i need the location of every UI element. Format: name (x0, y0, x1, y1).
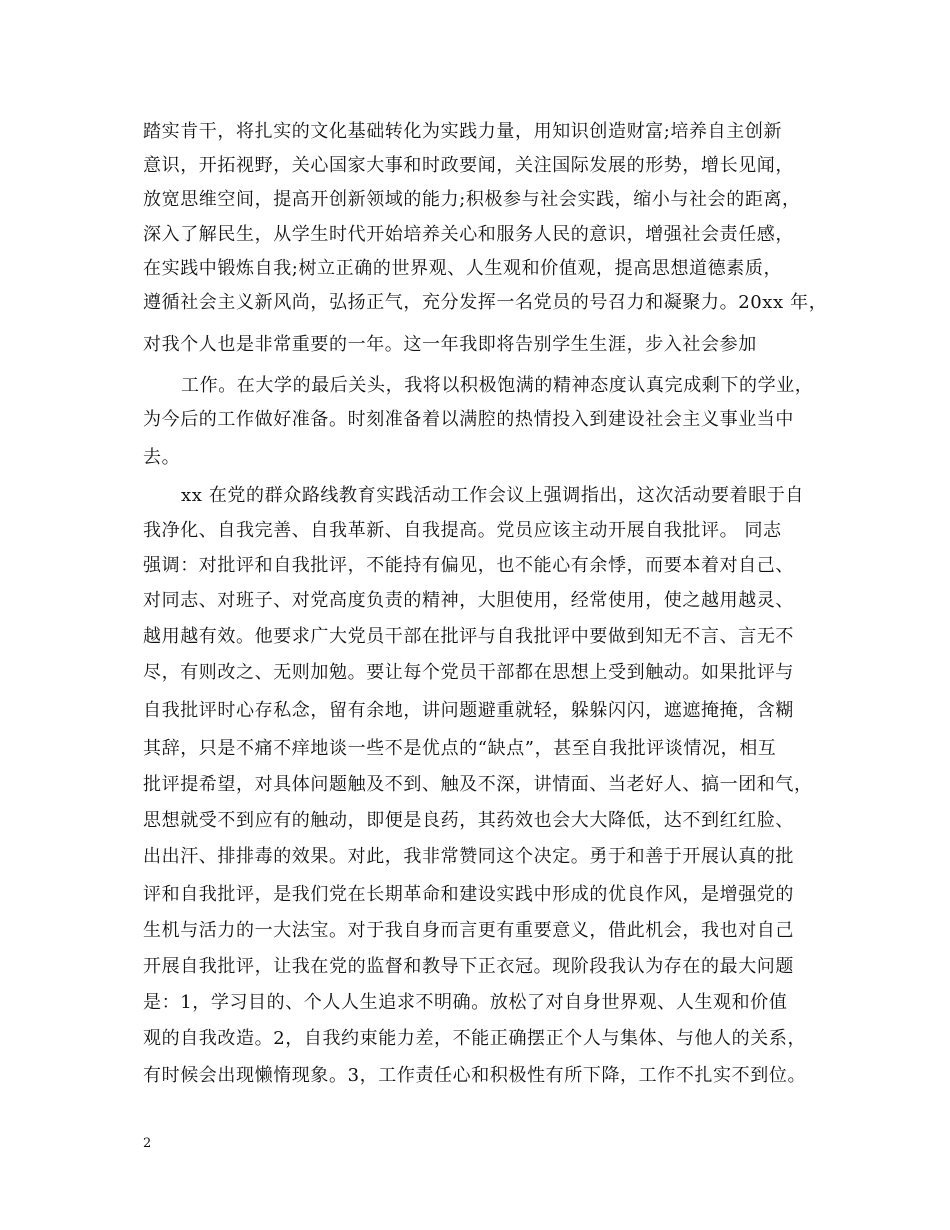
text-line: 开展自我批评，让我在党的监督和教导下正衣冠。现阶段我认为存在的最大问题 (143, 956, 794, 977)
text-line: 是：1，学习目的、个人人生追求不明确。放松了对自身世界观、人生观和价值 (143, 992, 788, 1013)
text-line: 踏实肯干，将扎实的文化基础转化为实践力量，用知识创造财富;培养自主创新 (143, 121, 783, 142)
page-number: 2 (143, 1136, 152, 1151)
text-line: 深入了解民生，从学生时代开始培养关心和服务人民的意识，增强社会责任感， (143, 224, 794, 245)
text-line: 为今后的工作做好准备。时刻准备着以满腔的热情投入到建设社会主义事业当中 (143, 409, 794, 430)
text-line: 对同志、对班子、对党高度负责的精神，大胆使用，经常使用，使之越用越灵、 (143, 590, 794, 611)
text-line: 遵循社会主义新风尚，弘扬正气，充分发挥一名党员的号召力和凝聚力。20xx 年， (143, 292, 828, 313)
text-line: 对我个人也是非常重要的一年。这一年我即将告别学生生涯，步入社会参加 (143, 334, 757, 355)
text-line: 放宽思维空间，提高开创新领域的能力;积极参与社会实践，缩小与社会的距离， (143, 189, 801, 210)
text-line: 生机与活力的一大法宝。对于我自身而言更有重要意义，借此机会，我也对自己 (143, 920, 794, 941)
text-line: 批评提希望，对具体问题触及不到、触及不深，讲情面、当老好人、搞一团和气， (143, 774, 813, 795)
text-line: xx 在党的群众路线教育实践活动工作会议上强调指出，这次活动要着眼于自 (181, 485, 805, 506)
text-line: 出出汗、排排毒的效果。对此，我非常赞同这个决定。勇于和善于开展认真的批 (143, 846, 794, 867)
text-line: 在实践中锻炼自我;树立正确的世界观、人生观和价值观，提高思想道德素质， (143, 258, 783, 279)
text-line: 自我批评时心存私念，留有余地，讲问题避重就轻，躲躲闪闪，遮遮掩掩，含糊 (143, 700, 794, 721)
text-line: 观的自我改造。2，自我约束能力差，不能正确摆正个人与集体、与他人的关系， (143, 1028, 807, 1049)
text-line: 有时候会出现懒惰现象。3，工作责任心和积极性有所下降，工作不扎实不到位。 (143, 1065, 807, 1086)
text-line: 思想就受不到应有的触动，即便是良药，其药效也会大大降低，达不到红红脸、 (143, 810, 794, 831)
text-line: 工作。在大学的最后关头，我将以积极饱满的精神态度认真完成剩下的学业， (181, 375, 814, 396)
text-line: 我净化、自我完善、自我革新、自我提高。党员应该主动开展自我批评。 同志 (143, 520, 782, 541)
text-line: 越用越有效。他要求广大党员干部在批评与自我批评中要做到知无不言、言无不 (143, 626, 794, 647)
text-line: 评和自我批评，是我们党在长期革命和建设实践中形成的优良作风，是增强党的 (143, 884, 794, 905)
text-line: 强调：对批评和自我批评，不能持有偏见，也不能心有余悸，而要本着对自己、 (143, 555, 794, 576)
text-line: 尽，有则改之、无则加勉。要让每个党员干部都在思想上受到触动。如果批评与 (143, 662, 794, 683)
text-line: 其辞，只是不痛不痒地谈一些不是优点的“缺点”，甚至自我批评谈情况，相互 (143, 738, 777, 759)
text-line: 去。 (143, 447, 181, 468)
text-line: 意识，开拓视野，关心国家大事和时政要闻，关注国际发展的形势，增长见闻， (143, 155, 794, 176)
